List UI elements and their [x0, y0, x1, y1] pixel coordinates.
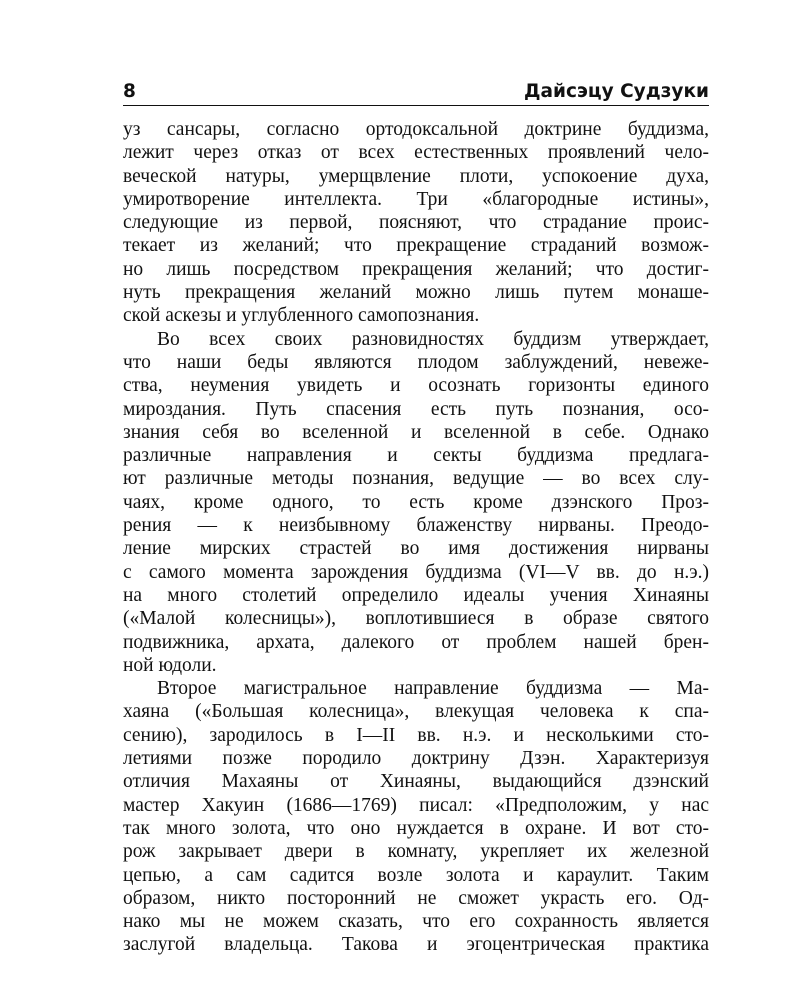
- text-line: («Малой колесницы»), воплотившиеся в образе святого: [123, 608, 709, 630]
- text-line: но лишь посредством прекращения желаний; что достиг-: [123, 258, 709, 280]
- text-line: знания себя во вселенной и вселенной в себе. Однако: [123, 421, 709, 443]
- text-line: цепью, а сам садится возле золота и караулит. Таким: [123, 864, 709, 886]
- running-title: Дайсэцу Судзуки: [524, 81, 709, 102]
- text-line: рож закрывает двери в комнату, укрепляет их железной: [123, 841, 709, 863]
- paragraph: [123, 118, 709, 328]
- text-line: умиротворение интеллекта. Три «благородные истины»,: [123, 188, 709, 210]
- text-line: нуть прекращения желаний можно лишь путем монаше-: [123, 282, 709, 304]
- text-line: ства, неумения увидеть и осознать горизонты единого: [123, 375, 709, 397]
- text-line: мастер Хакуин (1686—1769) писал: «Предположим, у нас: [123, 794, 709, 816]
- text-line: текает из желаний; что прекращение страданий возмож-: [123, 235, 709, 257]
- text-line: Второе магистральное направление буддизма — Ма-: [157, 678, 709, 700]
- text-line: так много золота, что оно нуждается в охране. И вот сто-: [123, 817, 709, 839]
- text-line: на много столетий определило идеалы учения Хинаяны: [123, 584, 709, 606]
- text-line: ют различные методы познания, ведущие — во всех слу-: [123, 468, 709, 490]
- text-line: уз сансары, согласно ортодоксальной доктрине буддизма,: [123, 119, 709, 140]
- text-line: ной юдоли.: [123, 654, 217, 676]
- book-page: [123, 80, 709, 957]
- text-line: различные направления и секты буддизма предлага-: [123, 445, 709, 467]
- paragraph: [123, 677, 709, 957]
- text-line: Во всех своих разновидностях буддизм утверждает,: [157, 328, 709, 350]
- running-header: [123, 80, 709, 106]
- text-line: образом, никто посторонний не сможет украсть его. Од-: [123, 887, 709, 909]
- text-line: летиями позже породило доктрину Дзэн. Характеризуя: [123, 748, 709, 770]
- text-line: что наши беды являются плодом заблуждений, невеже-: [123, 351, 709, 373]
- text-line: нако мы не можем сказать, что его сохранность является: [123, 911, 709, 933]
- text-line: мироздания. Путь спасения есть путь познания, осо-: [123, 398, 709, 420]
- text-line: сению), зародилось в I—II вв. н.э. и несколькими сто-: [123, 724, 709, 746]
- text-line: ской аскезы и углубленного самопознания.: [123, 305, 480, 327]
- text-line: лежит через отказ от всех естественных проявлений чело-: [123, 142, 709, 164]
- text-line: ление мирских страстей во имя достижения нирваны: [123, 538, 709, 560]
- text-line: с самого момента зарождения буддизма (VI—V вв. до н.э.): [123, 561, 709, 583]
- text-line: следующие из первой, поясняют, что страдание проис-: [123, 212, 709, 234]
- text-line: отличия Махаяны от Хинаяны, выдающийся дзэнский: [123, 771, 709, 793]
- text-line: хаяна («Большая колесница», влекущая человека к спа-: [123, 701, 709, 723]
- text-line: рения — к неизбывному блаженству нирваны. Преодо-: [123, 515, 709, 537]
- body-text: [123, 118, 709, 957]
- text-line: чаях, кроме одного, то есть кроме дзэнского Проз-: [123, 491, 709, 513]
- page-number: 8: [123, 81, 136, 102]
- paragraph: [123, 328, 709, 677]
- text-line: подвижника, архата, далекого от проблем нашей брен-: [123, 631, 709, 653]
- text-line: веческой натуры, умерщвление плоти, успокоение духа,: [123, 165, 709, 187]
- text-line: заслугой владельца. Такова и эгоцентрическая практика: [123, 934, 709, 956]
